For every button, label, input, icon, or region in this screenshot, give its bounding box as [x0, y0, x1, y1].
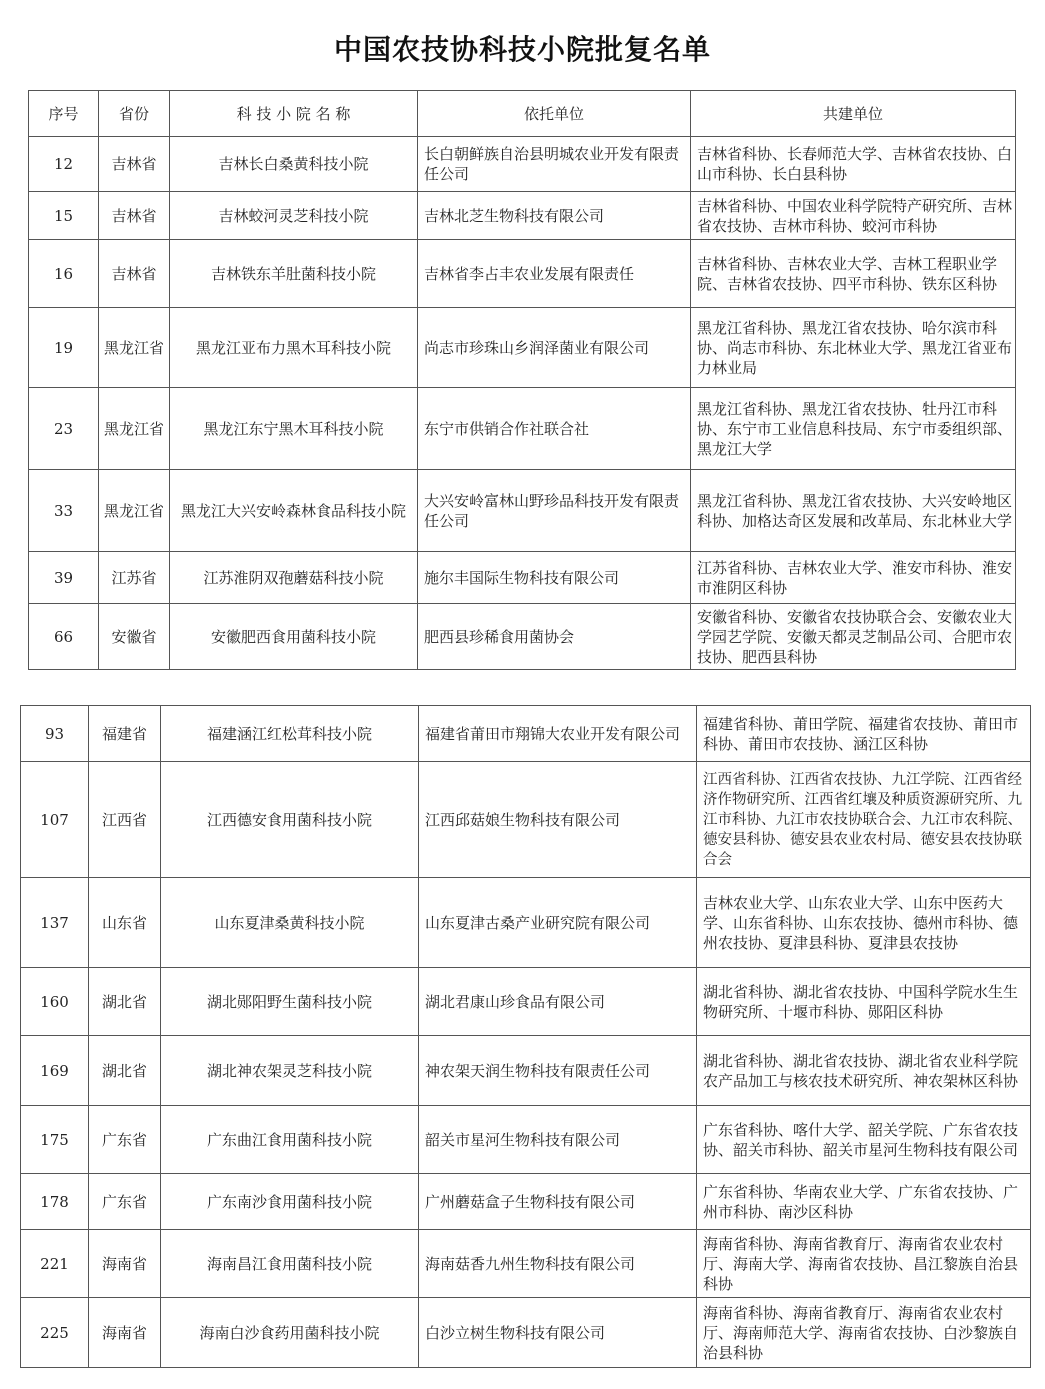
- table-row: [29, 192, 1016, 240]
- row-seq: 15: [29, 192, 99, 240]
- row-seq: 23: [29, 388, 99, 470]
- row-name: 广东南沙食用菌科技小院: [161, 1174, 419, 1230]
- row-name: 吉林蛟河灵芝科技小院: [170, 192, 418, 240]
- row-partners: 吉林省科协、长春师范大学、吉林省农技协、白山市科协、长白县科协: [691, 137, 1016, 192]
- row-province: 山东省: [89, 878, 161, 968]
- table-row: [29, 552, 1016, 604]
- table-row: [29, 240, 1016, 308]
- row-seq: 33: [29, 470, 99, 552]
- row-name: 海南白沙食药用菌科技小院: [161, 1298, 419, 1368]
- row-name: 海南昌江食用菌科技小院: [161, 1230, 419, 1298]
- row-seq: 66: [29, 604, 99, 670]
- row-host: 尚志市珍珠山乡润泽菌业有限公司: [418, 308, 691, 388]
- table-row: [21, 878, 1031, 968]
- row-name: 黑龙江亚布力黑木耳科技小院: [170, 308, 418, 388]
- row-seq: 169: [21, 1036, 89, 1106]
- table-row: [21, 1036, 1031, 1106]
- table-row: [29, 308, 1016, 388]
- row-name: 湖北神农架灵芝科技小院: [161, 1036, 419, 1106]
- row-seq: 178: [21, 1174, 89, 1230]
- header-seq: 序号: [29, 91, 99, 137]
- row-name: 吉林长白桑黄科技小院: [170, 137, 418, 192]
- row-province: 湖北省: [89, 1036, 161, 1106]
- row-name: 安徽肥西食用菌科技小院: [170, 604, 418, 670]
- row-host: 施尔丰国际生物科技有限公司: [418, 552, 691, 604]
- row-province: 广东省: [89, 1106, 161, 1174]
- row-province: 海南省: [89, 1230, 161, 1298]
- table-row: [21, 968, 1031, 1036]
- row-seq: 107: [21, 762, 89, 878]
- row-host: 山东夏津古桑产业研究院有限公司: [419, 878, 697, 968]
- row-partners: 黑龙江省科协、黑龙江省农技协、牡丹江市科协、东宁市工业信息科技局、东宁市委组织部、黑龙江大学: [691, 388, 1016, 470]
- row-partners: 福建省科协、莆田学院、福建省农技协、莆田市科协、莆田市农技协、涵江区科协: [697, 706, 1031, 762]
- table-row: [21, 706, 1031, 762]
- approval-table-part-1: [28, 90, 1016, 670]
- row-partners: 湖北省科协、湖北省农技协、湖北省农业科学院农产品加工与核农技术研究所、神农架林区科协: [697, 1036, 1031, 1106]
- table-row: [21, 762, 1031, 878]
- table-row: [21, 1230, 1031, 1298]
- row-host: 肥西县珍稀食用菌协会: [418, 604, 691, 670]
- row-province: 吉林省: [99, 192, 170, 240]
- approval-table-part-2: [20, 705, 1031, 1368]
- row-name: 江西德安食用菌科技小院: [161, 762, 419, 878]
- row-province: 安徽省: [99, 604, 170, 670]
- row-host: 福建省莆田市翔锦大农业开发有限公司: [419, 706, 697, 762]
- row-partners: 黑龙江省科协、黑龙江省农技协、哈尔滨市科协、尚志市科协、东北林业大学、黑龙江省亚布力林业局: [691, 308, 1016, 388]
- row-partners: 海南省科协、海南省教育厅、海南省农业农村厅、海南师范大学、海南省农技协、白沙黎族自治县科协: [697, 1298, 1031, 1368]
- row-host: 湖北君康山珍食品有限公司: [419, 968, 697, 1036]
- row-seq: 175: [21, 1106, 89, 1174]
- row-host: 长白朝鲜族自治县明城农业开发有限责任公司: [418, 137, 691, 192]
- row-province: 广东省: [89, 1174, 161, 1230]
- table-row: [29, 604, 1016, 670]
- row-partners: 吉林省科协、吉林农业大学、吉林工程职业学院、吉林省农技协、四平市科协、铁东区科协: [691, 240, 1016, 308]
- row-seq: 16: [29, 240, 99, 308]
- row-name: 广东曲江食用菌科技小院: [161, 1106, 419, 1174]
- row-seq: 137: [21, 878, 89, 968]
- row-province: 吉林省: [99, 240, 170, 308]
- row-host: 韶关市星河生物科技有限公司: [419, 1106, 697, 1174]
- table-header-row: [29, 91, 1016, 137]
- page-title: 中国农技协科技小院批复名单: [333, 33, 711, 66]
- row-host: 白沙立树生物科技有限公司: [419, 1298, 697, 1368]
- table-row: [29, 470, 1016, 552]
- row-partners: 广东省科协、喀什大学、韶关学院、广东省农技协、韶关市科协、韶关市星河生物科技有限公司: [697, 1106, 1031, 1174]
- row-host: 大兴安岭富林山野珍品科技开发有限责任公司: [418, 470, 691, 552]
- row-seq: 39: [29, 552, 99, 604]
- row-host: 神农架天润生物科技有限责任公司: [419, 1036, 697, 1106]
- row-name: 山东夏津桑黄科技小院: [161, 878, 419, 968]
- row-seq: 225: [21, 1298, 89, 1368]
- row-partners: 安徽省科协、安徽省农技协联合会、安徽农业大学园艺学院、安徽天都灵芝制品公司、合肥市农技协、肥西县科协: [691, 604, 1016, 670]
- row-name: 江苏淮阴双孢蘑菇科技小院: [170, 552, 418, 604]
- row-name: 福建涵江红松茸科技小院: [161, 706, 419, 762]
- header-partners: 共建单位: [691, 91, 1016, 137]
- table-row: [21, 1174, 1031, 1230]
- header-province: 省份: [99, 91, 170, 137]
- row-province: 湖北省: [89, 968, 161, 1036]
- row-seq: 12: [29, 137, 99, 192]
- table-row: [29, 137, 1016, 192]
- row-province: 吉林省: [99, 137, 170, 192]
- row-province: 江西省: [89, 762, 161, 878]
- row-partners: 广东省科协、华南农业大学、广东省农技协、广州市科协、南沙区科协: [697, 1174, 1031, 1230]
- row-partners: 江西省科协、江西省农技协、九江学院、江西省经济作物研究所、江西省红壤及种质资源研究所、九江市科协、九江市农技协联合会、九江市农科院、德安县科协、德安县农业农村局、德安县农技协联合会: [697, 762, 1031, 878]
- table-row: [21, 1298, 1031, 1368]
- row-province: 黑龙江省: [99, 308, 170, 388]
- header-host: 依托单位: [418, 91, 691, 137]
- row-province: 黑龙江省: [99, 470, 170, 552]
- row-partners: 海南省科协、海南省教育厅、海南省农业农村厅、海南大学、海南省农技协、昌江黎族自治县科协: [697, 1230, 1031, 1298]
- row-host: 广州蘑菇盒子生物科技有限公司: [419, 1174, 697, 1230]
- row-province: 海南省: [89, 1298, 161, 1368]
- row-partners: 吉林农业大学、山东农业大学、山东中医药大学、山东省科协、山东农技协、德州市科协、德州农技协、夏津县科协、夏津县农技协: [697, 878, 1031, 968]
- row-partners: 江苏省科协、吉林农业大学、淮安市科协、淮安市淮阴区科协: [691, 552, 1016, 604]
- row-partners: 吉林省科协、中国农业科学院特产研究所、吉林省农技协、吉林市科协、蛟河市科协: [691, 192, 1016, 240]
- row-name: 吉林铁东羊肚菌科技小院: [170, 240, 418, 308]
- row-name: 黑龙江大兴安岭森林食品科技小院: [170, 470, 418, 552]
- row-host: 江西邱菇娘生物科技有限公司: [419, 762, 697, 878]
- row-name: 黑龙江东宁黑木耳科技小院: [170, 388, 418, 470]
- table-row: [21, 1106, 1031, 1174]
- row-seq: 93: [21, 706, 89, 762]
- table-row: [29, 388, 1016, 470]
- row-province: 江苏省: [99, 552, 170, 604]
- row-province: 福建省: [89, 706, 161, 762]
- row-seq: 221: [21, 1230, 89, 1298]
- row-seq: 160: [21, 968, 89, 1036]
- row-host: 海南菇香九州生物科技有限公司: [419, 1230, 697, 1298]
- row-partners: 湖北省科协、湖北省农技协、中国科学院水生生物研究所、十堰市科协、郧阳区科协: [697, 968, 1031, 1036]
- row-host: 东宁市供销合作社联合社: [418, 388, 691, 470]
- row-province: 黑龙江省: [99, 388, 170, 470]
- row-partners: 黑龙江省科协、黑龙江省农技协、大兴安岭地区科协、加格达奇区发展和改革局、东北林业大学: [691, 470, 1016, 552]
- row-host: 吉林北芝生物科技有限公司: [418, 192, 691, 240]
- row-seq: 19: [29, 308, 99, 388]
- header-name: 科 技 小 院 名 称: [170, 91, 418, 137]
- row-name: 湖北郧阳野生菌科技小院: [161, 968, 419, 1036]
- row-host: 吉林省李占丰农业发展有限责任: [418, 240, 691, 308]
